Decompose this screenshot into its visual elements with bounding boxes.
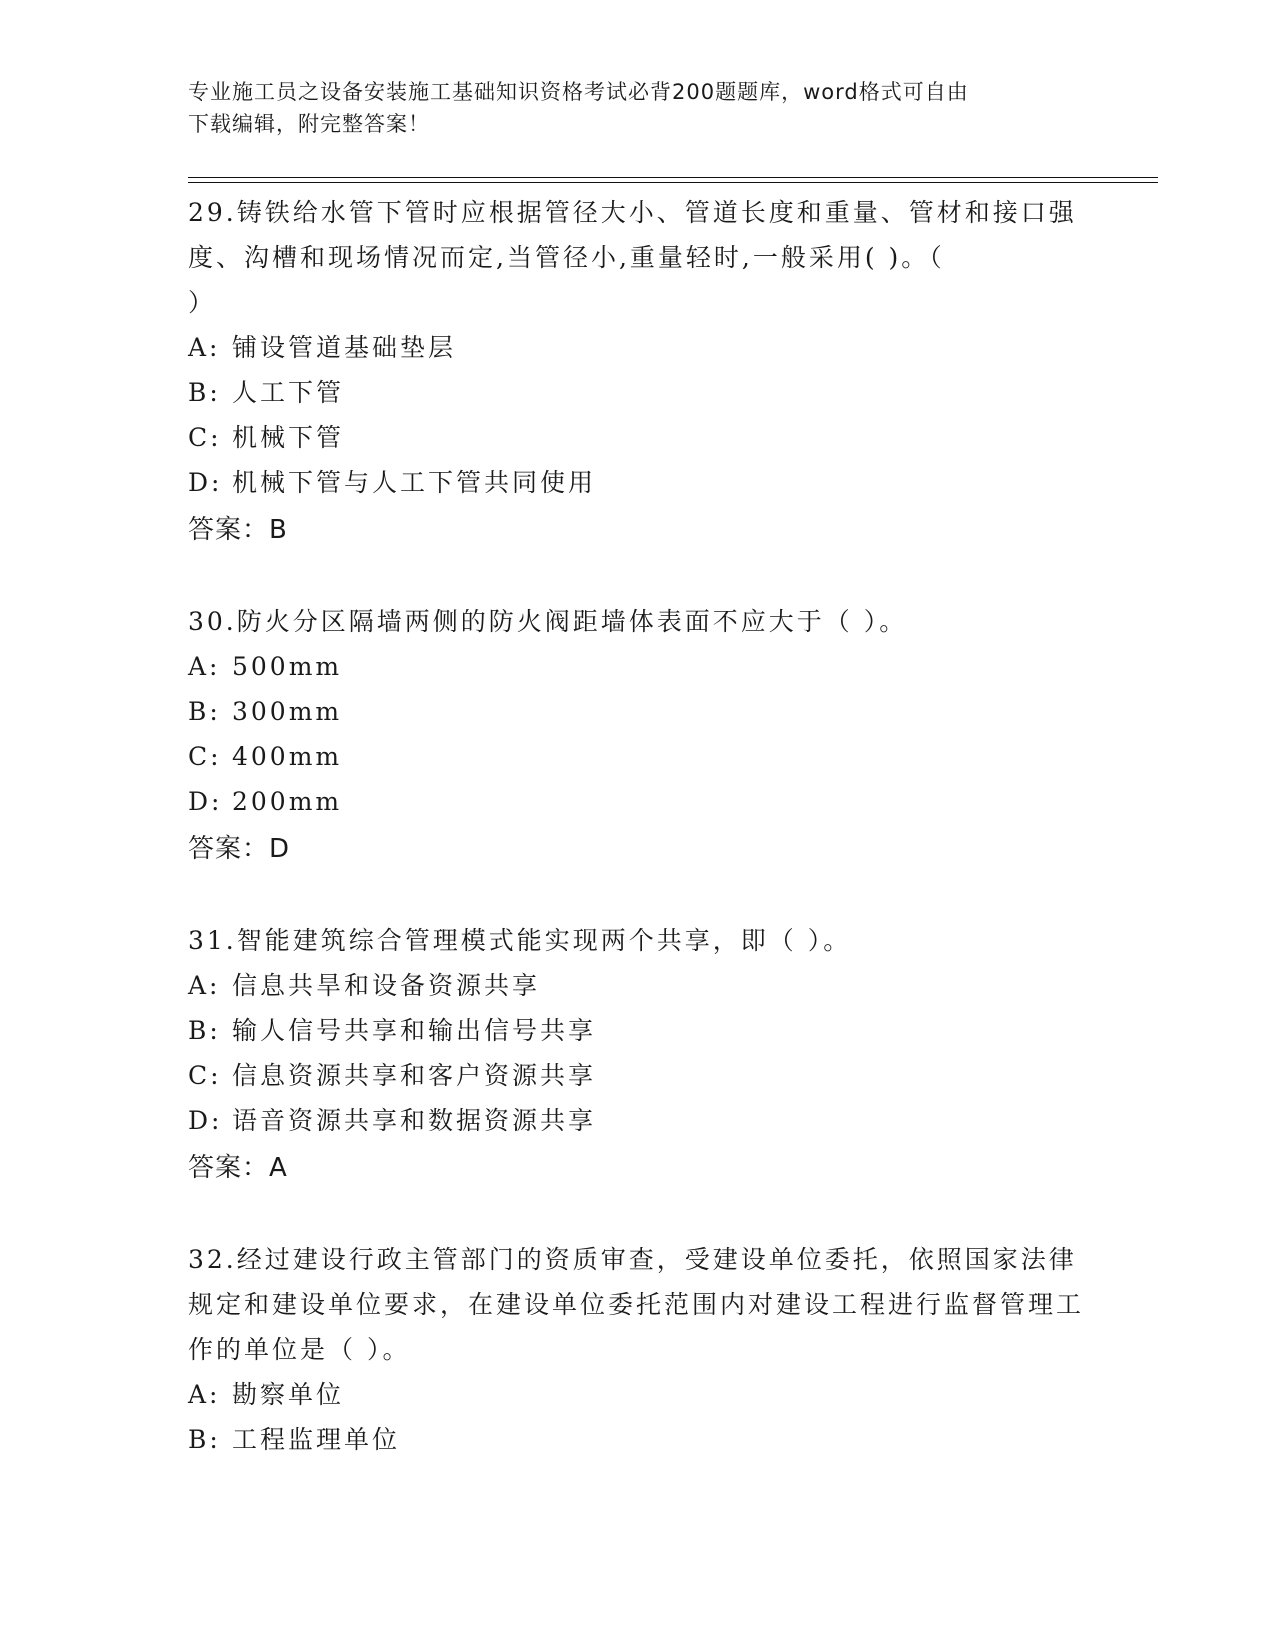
option-label: A: [188, 333, 221, 362]
option-label: C: [188, 423, 222, 452]
answer-line: 答案：B [188, 515, 288, 545]
option-text: 信息共旱和设备资源共享 [232, 971, 541, 1000]
header-rule-bottom [188, 182, 1158, 183]
option-label: B: [188, 697, 221, 726]
option-d [188, 779, 1088, 824]
option-label: A: [188, 971, 221, 1000]
option-c [188, 1053, 1088, 1098]
option-label: D: [188, 1106, 223, 1135]
option-text: 200mm [232, 787, 343, 816]
option-text: 机械下管与人工下管共同使用 [232, 468, 597, 497]
question-30 [188, 599, 1088, 872]
document-header [188, 76, 1068, 140]
option-text: 300mm [232, 697, 343, 726]
option-label: C: [188, 742, 222, 771]
option-c [188, 734, 1088, 779]
option-c [188, 415, 1088, 460]
question-text: 32.经过建设行政主管部门的资质审查，受建设单位委托，依照国家法律规定和建设单位要求，在建设单位委托范围内对建设工程进行监督管理工作的单位是（ ）。 [188, 1245, 1085, 1364]
option-d [188, 1098, 1088, 1143]
question-text: 31.智能建筑综合管理模式能实现两个共享，即（ ）。 [188, 926, 852, 955]
option-label: A: [188, 652, 221, 681]
question-29 [188, 190, 1088, 553]
option-label: D: [188, 787, 223, 816]
option-text: 人工下管 [232, 378, 345, 407]
option-text: 工程监理单位 [232, 1425, 401, 1454]
question-text: 30.防火分区隔墙两侧的防火阀距墙体表面不应大于（ ）。 [188, 607, 908, 636]
option-label: A: [188, 1380, 221, 1409]
option-text: 信息资源共享和客户资源共享 [232, 1061, 597, 1090]
header-line-2: 下载编辑，附完整答案！ [188, 112, 430, 136]
option-text: 输人信号共享和输出信号共享 [232, 1016, 597, 1045]
answer-line: 答案：A [188, 1153, 288, 1183]
option-text: 400mm [232, 742, 343, 771]
question-32 [188, 1237, 1088, 1462]
question-31 [188, 918, 1088, 1191]
option-label: B: [188, 1425, 221, 1454]
option-b [188, 1417, 1088, 1462]
header-line-1: 专业施工员之设备安装施工基础知识资格考试必背200题题库，word格式可自由 [188, 80, 969, 104]
answer-line: 答案：D [188, 834, 291, 864]
option-text: 语音资源共享和数据资源共享 [232, 1106, 597, 1135]
option-a [188, 644, 1088, 689]
option-b [188, 689, 1088, 734]
option-b [188, 1008, 1088, 1053]
option-label: B: [188, 378, 221, 407]
option-d [188, 460, 1088, 505]
option-label: C: [188, 1061, 222, 1090]
option-text: 机械下管 [232, 423, 345, 452]
question-text: 29.铸铁给水管下管时应根据管径大小、管道长度和重量、管材和接口强度、沟槽和现场情况而定,当管径小,重量轻时,一般采用( )。（ ） [188, 198, 1077, 317]
option-text: 勘察单位 [232, 1380, 345, 1409]
option-text: 铺设管道基础垫层 [232, 333, 457, 362]
option-text: 500mm [232, 652, 343, 681]
option-b [188, 370, 1088, 415]
option-a [188, 963, 1088, 1008]
header-rule-top [188, 177, 1158, 178]
option-label: B: [188, 1016, 221, 1045]
question-list [188, 190, 1088, 1508]
option-a [188, 1372, 1088, 1417]
option-a [188, 325, 1088, 370]
option-label: D: [188, 468, 223, 497]
